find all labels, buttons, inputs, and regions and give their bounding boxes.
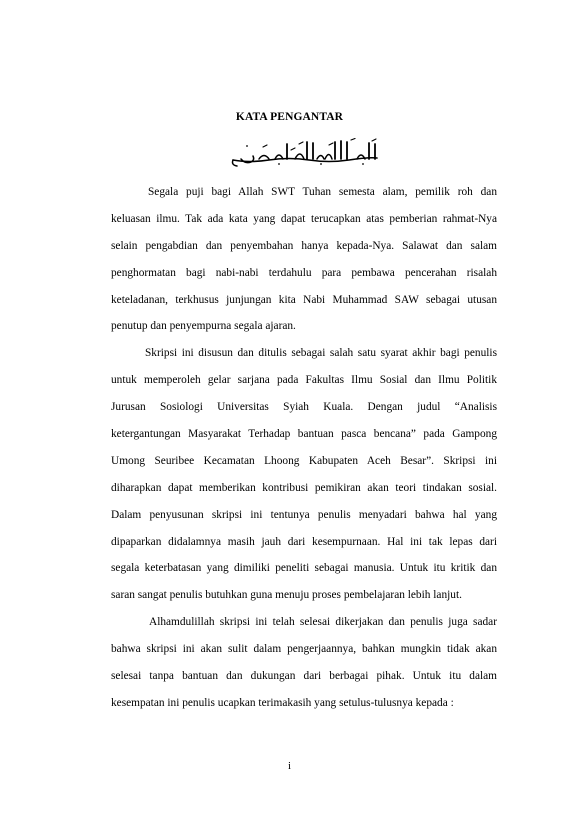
body-text [111, 179, 497, 717]
paragraph-line: Alhamdulillah skripsi ini telah selesai dikerjakan dan penulis juga sadar [149, 616, 497, 629]
paragraph-3 [111, 609, 497, 717]
page-title: KATA PENGANTAR [235, 111, 344, 123]
paragraph-line: Segala puji bagi Allah SWT Tuhan semesta alam, pemilik roh dan [148, 186, 497, 198]
paragraph-line: Dalam penyusunan skripsi ini tentunya penulis menyadari bahwa hal yang [111, 508, 497, 521]
paragraph-line: diharapkan dapat memberikan kontribusi pemikiran akan teori tindakan sosial. [111, 481, 497, 494]
paragraph-line: untuk memperoleh gelar sarjana pada Fakultas Ilmu Sosial dan Ilmu Politik [111, 374, 497, 387]
paragraph-line: Jurusan Sosiologi Universitas Syiah Kuala. Dengan judul “Analisis [111, 401, 497, 414]
paragraph-line: Umong Seuribee Kecamatan Lhoong Kabupaten Aceh Besar”. Skripsi ini [111, 454, 497, 467]
page-number: i [287, 760, 292, 772]
paragraph-line: ketergantungan Masyarakat Terhadap bantuan pasca bencana” pada Gampong [111, 428, 497, 441]
paragraph-line: dipaparkan didalamnya masih jauh dari kesempurnaan. Hal ini tak lepas dari [111, 535, 497, 548]
paragraph-line: bahwa skripsi ini akan sulit dalam pengerjaannya, bahkan mungkin tidak akan [111, 643, 497, 656]
paragraph-line: penutup dan penyempurna segala ajaran. [111, 320, 296, 333]
paragraph-line: selain pengabdian dan penyembahan hanya kepada-Nya. Salawat dan salam [111, 239, 497, 252]
paragraph-line: saran sangat penulis butuhkan guna menuju proses pembelajaran lebih lanjut. [111, 589, 462, 602]
paragraph-line: kesempatan ini penulis ucapkan terimakasih yang setulus-tulusnya kepada : [111, 696, 454, 709]
paragraph-line: keteladanan, terkhusus junjungan kita Nabi Muhammad SAW sebagai utusan [111, 293, 497, 306]
paragraph-line: selesai tanpa bantuan dan dukungan dari berbagai pihak. Untuk itu dalam [111, 670, 497, 683]
basmalah-calligraphy [0, 138, 579, 168]
basmalah-calligraphy-image [229, 138, 381, 168]
paragraph-line: segala keterbatasan yang dimiliki peneliti sebagai manusia. Untuk itu kritik dan [111, 562, 497, 575]
paragraph-line: penghormatan bagi nabi-nabi terdahulu para pembawa pencerahan risalah [111, 266, 497, 279]
paragraph-line: Skripsi ini disusun dan ditulis sebagai salah satu syarat akhir bagi penulis [145, 347, 497, 360]
paragraph-2 [111, 340, 497, 609]
paragraph-line: keluasan ilmu. Tak ada kata yang dapat terucapkan atas pemberian rahmat-Nya [111, 212, 497, 225]
paragraph-1 [111, 179, 497, 340]
